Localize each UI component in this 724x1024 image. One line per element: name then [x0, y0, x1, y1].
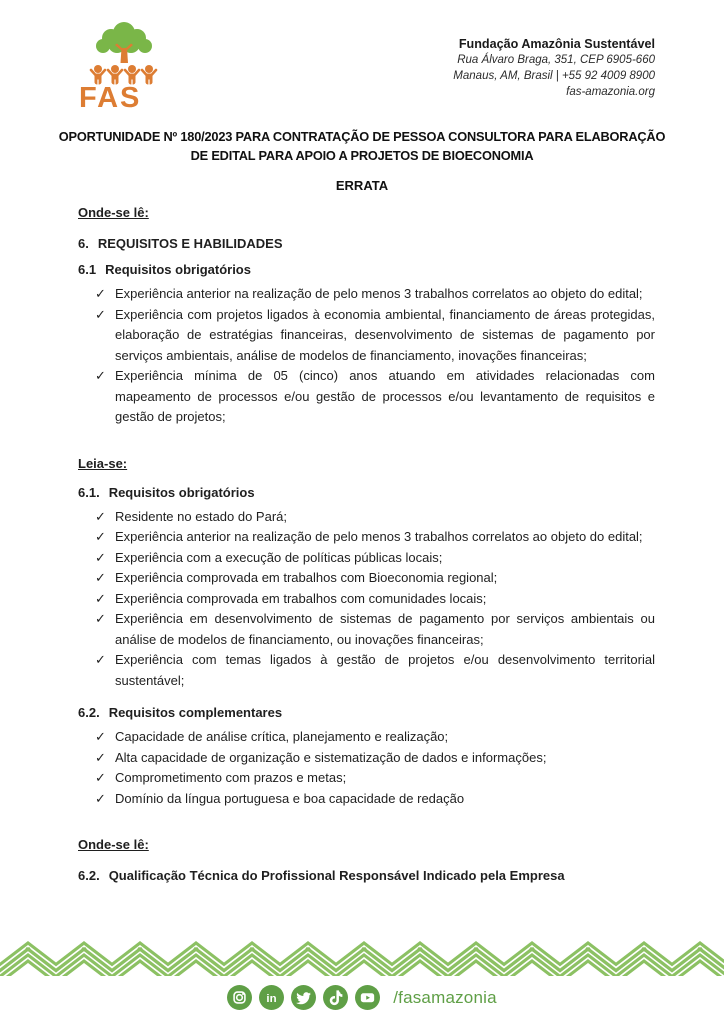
list-item [95, 789, 655, 810]
list-item [95, 548, 655, 569]
section-6-2b-number: 6.2. [78, 868, 100, 883]
read-as-label: Leia-se: [78, 455, 128, 471]
bullet-text: Experiência com projetos ligados à economia ambiental, financiamento de áreas protegidas, elaboração de estratégias financeiras, desenvolvimento de sistemas de pagamento por serviços ambientais, análise de modelos de financiamento, inovações financeiras; [115, 306, 655, 363]
bullet-text: Experiência com a execução de políticas públicas locais; [115, 549, 443, 565]
address-line-1: Rua Álvaro Braga, 351, CEP 6905-660 [457, 54, 655, 66]
document-title-line-2: DE EDITAL PARA APOIO A PROJETOS DE BIOECONOMIA [190, 148, 534, 163]
section-6-2b-heading [78, 868, 655, 883]
list-item [95, 589, 655, 610]
errata-heading: ERRATA [335, 178, 389, 193]
section-6-2b-title: Qualificação Técnica do Profissional Responsável Indicado pela Empresa [108, 868, 565, 883]
check-icon: ✓ [95, 529, 106, 544]
bullet-text: Experiência comprovada em trabalhos com comunidades locais; [115, 590, 487, 606]
section-6-2a-heading [78, 705, 655, 720]
check-icon: ✓ [95, 306, 106, 322]
bullet-text: Alta capacidade de organização e sistematização de dados e informações; [115, 749, 547, 765]
letterhead [0, 0, 724, 112]
check-icon: ✓ [95, 368, 106, 383]
document-body [0, 205, 724, 883]
check-icon: ✓ [95, 611, 106, 626]
bullet-text: Capacidade de análise crítica, planejamento e realização; [115, 729, 449, 744]
section-6-1b-number: 6.1. [78, 484, 100, 500]
social-links-row [0, 985, 724, 1024]
check-icon: ✓ [95, 549, 106, 565]
section-6-heading [78, 236, 655, 251]
contact-block [453, 36, 655, 100]
list-item [95, 650, 655, 691]
fas-logo [78, 18, 170, 110]
section-6-1-heading [78, 262, 655, 277]
section-6-1b-heading [78, 485, 655, 500]
check-icon: ✓ [95, 508, 106, 524]
section-6-1-number: 6.1 [78, 262, 97, 277]
bullet-text: Experiência comprovada em trabalhos com Bioeconomia regional; [115, 570, 498, 585]
list-item [95, 568, 655, 589]
check-icon: ✓ [95, 749, 106, 765]
requirements-list-revised [78, 507, 655, 692]
zigzag-border-icon [0, 938, 724, 976]
bullet-text: Experiência anterior na realização de pelo menos 3 trabalhos correlatos ao objeto do edital; [115, 529, 643, 544]
section-6-2a-number: 6.2. [78, 705, 100, 720]
list-item [95, 527, 655, 548]
youtube-icon[interactable] [355, 985, 380, 1010]
website-link[interactable]: fas-amazonia.org [566, 86, 655, 98]
org-name: Fundação Amazônia Sustentável [458, 37, 655, 51]
linkedin-icon[interactable] [259, 985, 284, 1010]
section-6-2a-title: Requisitos complementares [108, 705, 283, 720]
social-handle[interactable]: /fasamazonia [393, 987, 497, 1007]
where-reads-label-2: Onde-se lê: [78, 837, 149, 852]
section-6-1b-title: Requisitos obrigatórios [108, 484, 255, 500]
check-icon: ✓ [95, 570, 106, 585]
bullet-text: Comprometimento com prazos e metas; [115, 770, 347, 785]
bullet-text: Experiência anterior na realização de pelo menos 3 trabalhos correlatos ao objeto do edital; [115, 286, 643, 301]
section-6-1-title: Requisitos obrigatórios [105, 262, 251, 277]
svg-text:in: in [266, 993, 277, 1006]
list-item [95, 768, 655, 789]
list-item [95, 727, 655, 748]
check-icon: ✓ [95, 286, 106, 301]
address-line-2: Manaus, AM, Brasil | +55 92 4009 8900 [453, 70, 655, 82]
instagram-icon[interactable] [227, 985, 252, 1010]
list-item [95, 748, 655, 769]
list-item [95, 305, 655, 367]
where-reads-label-1: Onde-se lê: [78, 205, 149, 220]
list-item [95, 609, 655, 650]
section-6-number: 6. [78, 236, 89, 251]
bullet-text: Experiência em desenvolvimento de sistemas de pagamento por serviços ambientais ou análise de modelos de financiamento, ou inovações financeiras; [115, 611, 655, 647]
section-6-title: REQUISITOS E HABILIDADES [97, 236, 283, 251]
bullet-text: Domínio da língua portuguesa e boa capacidade de redação [115, 790, 465, 806]
check-icon: ✓ [95, 590, 106, 606]
document-title-line-1: OPORTUNIDADE Nº 180/2023 PARA CONTRATAÇÃO DE PESSOA CONSULTORA PARA ELABORAÇÃO [58, 129, 666, 144]
bullet-text: Residente no estado do Pará; [115, 508, 288, 524]
check-icon: ✓ [95, 770, 106, 785]
list-item [95, 366, 655, 428]
logo-fas-text: FAS [79, 82, 142, 110]
bullet-text: Experiência mínima de 05 (cinco) anos atuando em atividades relacionadas com mapeamento de processos e/ou gestão de processos e/ou levantamento de requisitos e gestão de projetos; [115, 368, 655, 424]
check-icon: ✓ [95, 652, 106, 667]
list-item [95, 507, 655, 528]
requirements-list-original [78, 284, 655, 428]
check-icon: ✓ [95, 729, 106, 744]
check-icon: ✓ [95, 790, 106, 806]
fas-logo-icon [78, 18, 170, 110]
bullet-text: Experiência com temas ligados à gestão de projetos e/ou desenvolvimento territorial sustentável; [115, 652, 655, 688]
document-title [0, 127, 724, 165]
page-footer [0, 938, 724, 1024]
complementary-requirements-list [78, 727, 655, 809]
tiktok-icon[interactable] [323, 985, 348, 1010]
list-item [95, 284, 655, 305]
twitter-icon[interactable] [291, 985, 316, 1010]
